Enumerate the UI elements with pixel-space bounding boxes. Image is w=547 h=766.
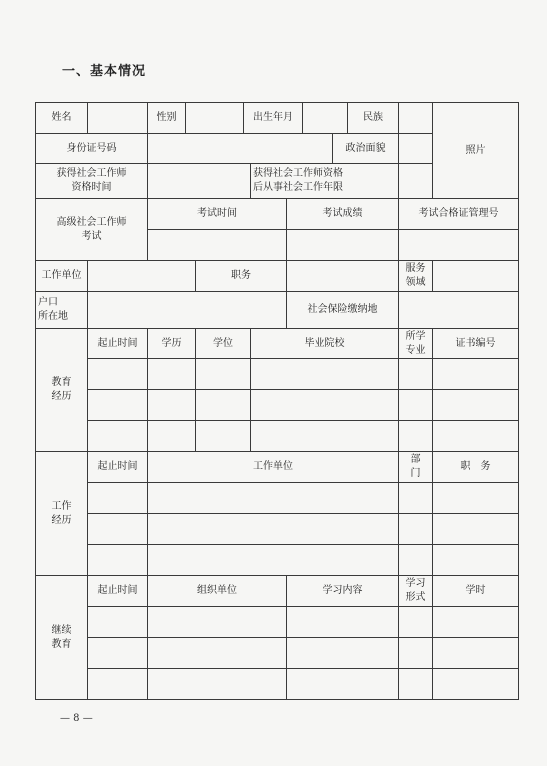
- field-service-field[interactable]: [433, 261, 519, 292]
- edu-header-certificate: 证书编号: [433, 329, 519, 359]
- work-header-unit: 工作单位: [148, 452, 399, 483]
- table-row: [36, 545, 519, 576]
- page-number: — 8 —: [60, 713, 93, 724]
- edu-header-period: 起止时间: [88, 329, 148, 359]
- header-certificate-no: 考试合格证管理号: [399, 199, 519, 230]
- table-row: [36, 421, 519, 452]
- field-exam-score[interactable]: [287, 230, 399, 261]
- field-gender[interactable]: [186, 103, 244, 134]
- header-exam-time: 考试时间: [148, 199, 287, 230]
- cont-header-organizer: 组织单位: [148, 576, 287, 607]
- edu-header-major: 所学专业: [399, 329, 433, 359]
- label-education: 教育 经历: [36, 329, 88, 452]
- section-title: 一、基本情况: [62, 64, 147, 79]
- field-social-insurance[interactable]: [399, 292, 519, 329]
- label-hukou: 户口 所在地: [36, 292, 88, 329]
- field-birth[interactable]: [303, 103, 348, 134]
- table-row: [36, 514, 519, 545]
- field-exam-time[interactable]: [148, 230, 287, 261]
- field-work-unit[interactable]: [88, 261, 196, 292]
- edu-header-degree: 学位: [196, 329, 251, 359]
- label-name: 姓名: [36, 103, 88, 134]
- label-social-insurance: 社会保险缴纳地: [287, 292, 399, 329]
- label-ethnicity: 民族: [348, 103, 399, 134]
- field-hukou[interactable]: [88, 292, 287, 329]
- work-header-position: 职 务: [433, 452, 519, 483]
- field-id-number[interactable]: [148, 134, 333, 164]
- label-id-number: 身份证号码: [36, 134, 148, 164]
- header-exam-score: 考试成绩: [287, 199, 399, 230]
- edu-header-degree-level: 学历: [148, 329, 196, 359]
- work-header-department: 部 门: [399, 452, 433, 483]
- work-header-period: 起止时间: [88, 452, 148, 483]
- photo-box[interactable]: 照片: [433, 103, 519, 199]
- cont-header-form: 学习形式: [399, 576, 433, 607]
- cont-header-content: 学习内容: [287, 576, 399, 607]
- table-row: [36, 638, 519, 669]
- label-qualification-time: 获得社会工作师 资格时间: [36, 164, 148, 199]
- field-certificate-no[interactable]: [399, 230, 519, 261]
- cont-header-hours: 学时: [433, 576, 519, 607]
- table-row: [36, 607, 519, 638]
- label-continuing-education: 继续 教育: [36, 576, 88, 700]
- table-row: [36, 483, 519, 514]
- cont-header-period: 起止时间: [88, 576, 148, 607]
- label-senior-exam: 高级社会工作师 考试: [36, 199, 148, 261]
- field-political-status[interactable]: [399, 134, 433, 164]
- application-form-table: [35, 102, 519, 700]
- label-work-unit: 工作单位: [36, 261, 88, 292]
- label-service-field: 服务领域: [399, 261, 433, 292]
- label-work-history: 工作 经历: [36, 452, 88, 576]
- field-qualification-time[interactable]: [148, 164, 251, 199]
- label-years-after: 获得社会工作师资格 后从事社会工作年限: [251, 164, 399, 199]
- edu-header-school: 毕业院校: [251, 329, 399, 359]
- label-gender: 性别: [148, 103, 186, 134]
- label-position: 职务: [196, 261, 287, 292]
- table-row: [36, 390, 519, 421]
- field-ethnicity[interactable]: [399, 103, 433, 134]
- label-birth: 出生年月: [244, 103, 303, 134]
- table-row: [36, 359, 519, 390]
- label-political-status: 政治面貌: [333, 134, 399, 164]
- table-row: [36, 669, 519, 700]
- field-years-after[interactable]: [399, 164, 433, 199]
- field-name[interactable]: [88, 103, 148, 134]
- field-position[interactable]: [287, 261, 399, 292]
